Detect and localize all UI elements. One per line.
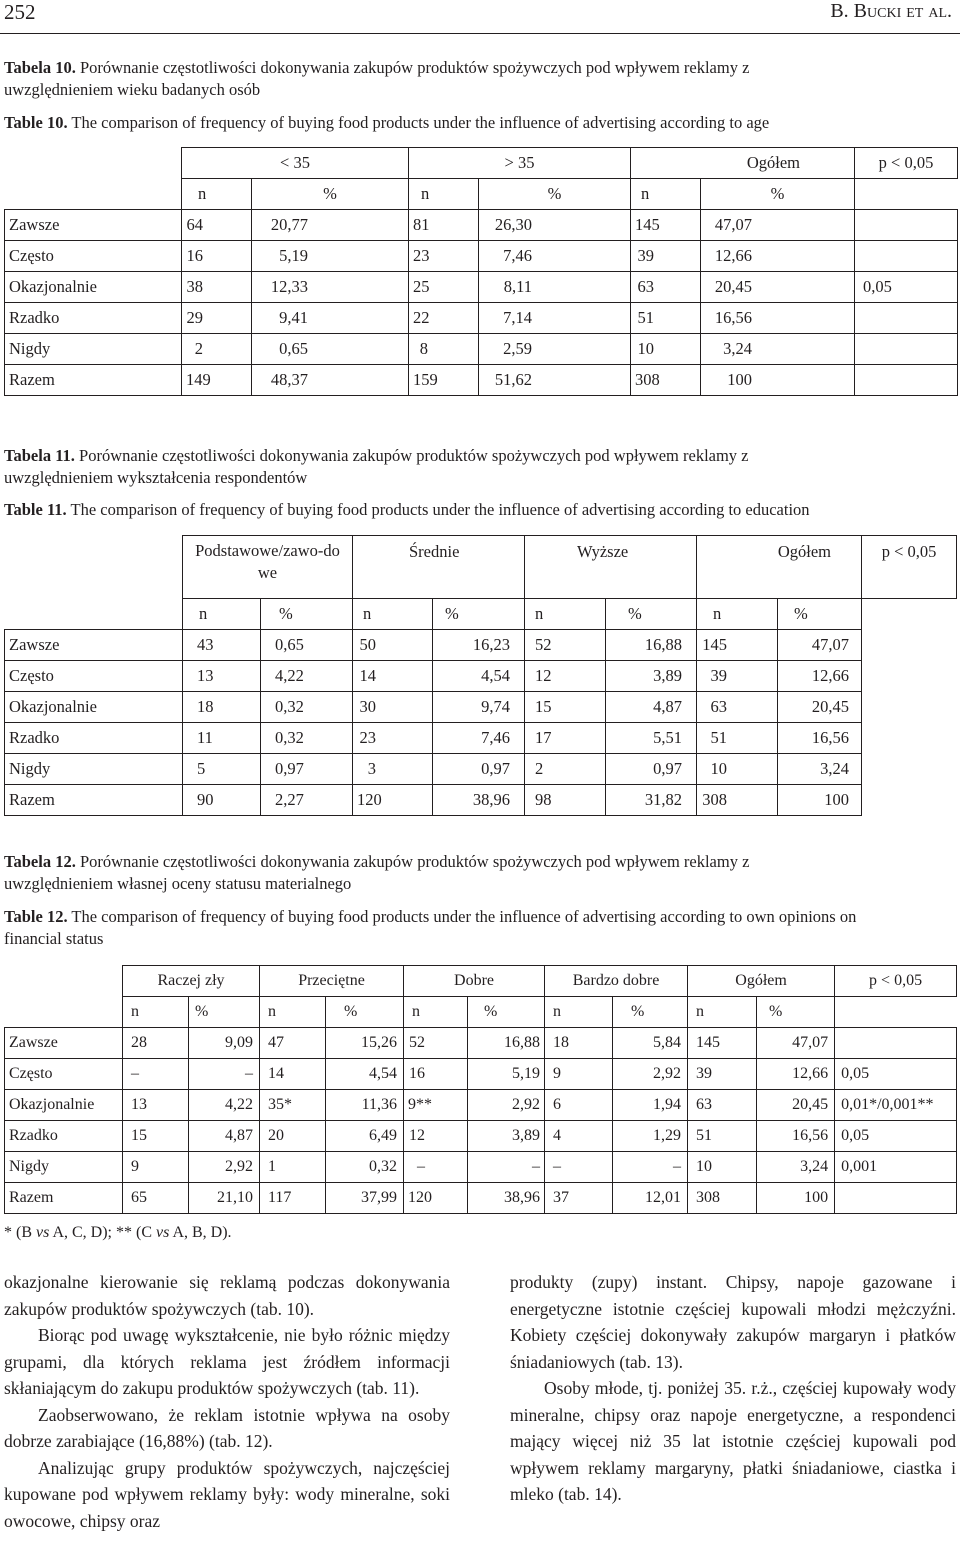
table-cell: 9 [123, 1152, 189, 1183]
row-label: Rzadko [5, 723, 183, 754]
table-cell: 12 [525, 661, 606, 692]
table-cell: 39 [631, 241, 701, 272]
table-cell: 9 [545, 1059, 613, 1090]
table12-caption-en [4, 906, 909, 950]
row-label: Razem [5, 785, 183, 816]
table-cell: 39 [697, 661, 778, 692]
table-cell: 4,87 [606, 692, 697, 723]
table-row [5, 754, 957, 785]
table-cell: 6 [545, 1090, 613, 1121]
table-cell: 43 [183, 630, 261, 661]
table-row [5, 365, 958, 396]
table-cell: 38,96 [468, 1183, 545, 1214]
table-cell: 9,09 [189, 1028, 260, 1059]
table-cell: 5,51 [606, 723, 697, 754]
table-cell: 2,92 [613, 1059, 688, 1090]
table-cell: 15 [525, 692, 606, 723]
table-cell: 0,32 [261, 723, 353, 754]
table12-label-en: Table 12. [4, 907, 68, 926]
table-cell: 0,32 [326, 1152, 404, 1183]
table12-footnote [4, 1224, 232, 1242]
table10-caption-pl [4, 57, 854, 101]
table-cell: 145 [631, 210, 701, 241]
table-cell [855, 334, 958, 365]
table-cell: 8,11 [479, 272, 631, 303]
table-cell: 308 [697, 785, 778, 816]
row-label: Okazjonalnie [5, 272, 182, 303]
table-cell: – [468, 1152, 545, 1183]
table-cell: 16,56 [701, 303, 855, 334]
table-cell: 16,23 [433, 630, 525, 661]
table-cell: 1,29 [613, 1121, 688, 1152]
t11-body [5, 630, 957, 816]
t11-sub: % [433, 599, 525, 630]
table-cell: 47 [260, 1028, 326, 1059]
table-row [5, 1152, 957, 1183]
t11-sub: % [778, 599, 862, 630]
table-cell: 11 [183, 723, 261, 754]
table-cell: 4,87 [189, 1121, 260, 1152]
table12-text-en: The comparison of frequency of buying food products under the influence of advertising according to own opinions on financial status [4, 907, 857, 948]
t12-sub: n [688, 997, 757, 1028]
table-cell: 8 [409, 334, 479, 365]
table-cell: 0,05 [855, 272, 958, 303]
table-cell: 37 [545, 1183, 613, 1214]
table12-text-pl: Porównanie częstotliwości dokonywania zakupów produktów spożywczych pod wpływem reklamy z uwzględnieniem własnej oceny statusu materialnego [4, 852, 750, 893]
table-cell: 30 [353, 692, 433, 723]
table-cell: 50 [353, 630, 433, 661]
t10-sub: % [701, 179, 855, 210]
table-cell: – [123, 1059, 189, 1090]
t12-sub: n [260, 997, 326, 1028]
table-cell: 90 [183, 785, 261, 816]
table-row [5, 334, 958, 365]
table-cell: 0,65 [261, 630, 353, 661]
table-cell: 3,24 [778, 754, 862, 785]
table-cell: 20 [260, 1121, 326, 1152]
table-cell: 10 [631, 334, 701, 365]
t10-sub: n [182, 179, 252, 210]
table-cell: 51 [688, 1121, 757, 1152]
table-cell: 10 [688, 1152, 757, 1183]
table-cell: 308 [688, 1183, 757, 1214]
body-paragraph: Zaobserwowano, że reklam istotnie wpływa na osoby dobrze zarabiające (16,88%) (tab. 12). [4, 1404, 450, 1451]
row-label: Zawsze [5, 630, 183, 661]
t11-group-basic-vocational-label: Podstawowe/zawo-dowe [195, 541, 340, 582]
table-cell: 0,05 [835, 1121, 957, 1152]
table-cell: 16,56 [778, 723, 862, 754]
table-cell: 2,59 [479, 334, 631, 365]
table12-footnote-text: * (B vs A, C, D); ** (C vs A, B, D). [4, 1224, 232, 1241]
table-cell: 11,36 [326, 1090, 404, 1121]
table-cell: 100 [778, 785, 862, 816]
table-cell: 0,97 [433, 754, 525, 785]
table-cell: 14 [260, 1059, 326, 1090]
table-cell: 120 [404, 1183, 468, 1214]
table-cell: – [613, 1152, 688, 1183]
t11-group-basic-vocational [183, 536, 353, 599]
table-row [5, 210, 958, 241]
table-cell: 15,26 [326, 1028, 404, 1059]
t11-sub: % [606, 599, 697, 630]
t12-sub: % [757, 997, 835, 1028]
table-cell: 0,05 [835, 1059, 957, 1090]
row-label: Często [5, 661, 183, 692]
running-head-authors: B. Bucki et al. [830, 0, 952, 22]
table-cell: 0,01*/0,001** [835, 1090, 957, 1121]
table-cell: 9,41 [252, 303, 409, 334]
table-cell: 16 [182, 241, 252, 272]
body-left-column [4, 1269, 450, 1534]
t12-sub: % [326, 997, 404, 1028]
table-cell: 14 [353, 661, 433, 692]
table-cell: 145 [697, 630, 778, 661]
table-cell: 12 [404, 1121, 468, 1152]
t12-sub: n [123, 997, 189, 1028]
table-cell: 51 [631, 303, 701, 334]
table-cell: 1,94 [613, 1090, 688, 1121]
t11-group-higher: Wyższe [525, 536, 697, 599]
table11-caption-en [4, 499, 954, 521]
t10-group-p: p < 0,05 [855, 148, 958, 179]
table-cell: 26,30 [479, 210, 631, 241]
table-cell [855, 365, 958, 396]
table-cell: 3 [353, 754, 433, 785]
table-cell: 31,82 [606, 785, 697, 816]
table-cell: 47,07 [778, 630, 862, 661]
table-cell: 18 [183, 692, 261, 723]
table-cell [835, 1028, 957, 1059]
table-cell: 12,66 [778, 661, 862, 692]
table-cell: 0,97 [261, 754, 353, 785]
table-cell: 17 [525, 723, 606, 754]
row-label: Razem [5, 365, 182, 396]
t11-group-total: Ogółem [697, 536, 862, 599]
t11-sub: % [261, 599, 353, 630]
table-cell: 35* [260, 1090, 326, 1121]
table-row [5, 303, 958, 334]
table-row [5, 1028, 957, 1059]
table-cell: 5,84 [613, 1028, 688, 1059]
table-cell: 16 [404, 1059, 468, 1090]
table-cell: 16,88 [606, 630, 697, 661]
table-cell: 2,92 [468, 1090, 545, 1121]
table-cell: 51,62 [479, 365, 631, 396]
row-label: Nigdy [5, 754, 183, 785]
table-cell: 5,19 [252, 241, 409, 272]
table-cell: 7,14 [479, 303, 631, 334]
table-cell: 12,66 [757, 1059, 835, 1090]
table-cell: 13 [183, 661, 261, 692]
table-cell: 28 [123, 1028, 189, 1059]
t12-sub: % [468, 997, 545, 1028]
t12-sub: n [404, 997, 468, 1028]
t10-body [5, 210, 958, 396]
table-row [5, 1121, 957, 1152]
table-cell: 12,66 [701, 241, 855, 272]
row-label: Razem [5, 1183, 123, 1214]
table-cell: 12,33 [252, 272, 409, 303]
table-cell: 47,07 [757, 1028, 835, 1059]
t12-sub: % [613, 997, 688, 1028]
table-cell: 63 [697, 692, 778, 723]
body-paragraph: Osoby młode, tj. poniżej 35. r.ż., częściej kupowały wody mineralne, chipsy oraz napoje energetyczne, a respondenci mający więcej niż 35 lat istotnie częściej kupowali pod wpływem reklamy margaryny, płatki śniadaniowe, ciastka i mleko (tab. 14). [510, 1378, 956, 1504]
t10-sub: n [631, 179, 701, 210]
table-cell: 51 [697, 723, 778, 754]
table-row [5, 723, 957, 754]
t11-sub: n [525, 599, 606, 630]
t12-group-total: Ogółem [688, 966, 835, 997]
body-paragraph: okazjonalne kierowanie się reklamą podczas dokonywania zakupów produktów spożywczych (tab. 10). [4, 1272, 450, 1319]
table10 [4, 147, 958, 396]
body-paragraph: Biorąc pod uwagę wykształcenie, nie było różnic między grupami, dla których reklama jest źródłem informacji skłaniającym do zakupu produktów spożywczych (tab. 11). [4, 1325, 450, 1398]
table-cell: 29 [182, 303, 252, 334]
table12-label-pl: Tabela 12. [4, 852, 76, 871]
row-label: Nigdy [5, 1152, 123, 1183]
table-cell: 308 [631, 365, 701, 396]
table-cell: 38,96 [433, 785, 525, 816]
table-row [5, 661, 957, 692]
table-cell: 6,49 [326, 1121, 404, 1152]
table-row [5, 1183, 957, 1214]
table12 [4, 965, 957, 1214]
table-cell: 149 [182, 365, 252, 396]
table-cell: 4,54 [433, 661, 525, 692]
body-paragraph: produkty (zupy) instant. Chipsy, napoje gazowane i energetyczne istotnie częściej kupowali młodzi mężczyźni. Kobiety częściej dokonywały zakupów margaryn i płatków śniadaniowych (tab. 13). [510, 1272, 956, 1372]
table-cell: 145 [688, 1028, 757, 1059]
row-label: Rzadko [5, 303, 182, 334]
table-cell [855, 303, 958, 334]
table-cell: 7,46 [479, 241, 631, 272]
table-row [5, 785, 957, 816]
table-cell: 98 [525, 785, 606, 816]
table-cell: 23 [353, 723, 433, 754]
t11-group-p: p < 0,05 [862, 536, 957, 599]
table-cell: 2,27 [261, 785, 353, 816]
table-cell: 3,24 [757, 1152, 835, 1183]
table-cell: 2 [182, 334, 252, 365]
table11-text-en: The comparison of frequency of buying food products under the influence of advertising according to education [70, 500, 810, 519]
t10-sub: n [409, 179, 479, 210]
t12-group-rather-bad: Raczej zły [123, 966, 260, 997]
table-cell: 120 [353, 785, 433, 816]
body-paragraph: Analizując grupy produktów spożywczych, najczęściej kupowane pod wpływem reklamy były: wody mineralne, soki owocowe, chipsy oraz [4, 1457, 450, 1531]
table-cell: 65 [123, 1183, 189, 1214]
t10-sub: % [252, 179, 409, 210]
table10-label-pl: Tabela 10. [4, 58, 76, 77]
table-cell: 20,77 [252, 210, 409, 241]
t12-group-average: Przeciętne [260, 966, 404, 997]
table-cell: 7,46 [433, 723, 525, 754]
table-cell: 48,37 [252, 365, 409, 396]
table-cell: 3,89 [468, 1121, 545, 1152]
table11 [4, 535, 957, 816]
table-cell: 4,54 [326, 1059, 404, 1090]
t12-sub: % [189, 997, 260, 1028]
t12-group-good: Dobre [404, 966, 545, 997]
table-cell: 0,001 [835, 1152, 957, 1183]
table-cell: 4 [545, 1121, 613, 1152]
table-cell: 3,89 [606, 661, 697, 692]
table-cell: 100 [701, 365, 855, 396]
t12-group-very-good: Bardzo dobre [545, 966, 688, 997]
table-cell: 10 [697, 754, 778, 785]
table-row [5, 630, 957, 661]
header-rule [0, 33, 960, 34]
page-number: 252 [4, 0, 36, 24]
table-cell: 23 [409, 241, 479, 272]
row-label: Okazjonalnie [5, 1090, 123, 1121]
body-right-column [510, 1269, 956, 1508]
table10-label-en: Table 10. [4, 113, 68, 132]
row-label: Nigdy [5, 334, 182, 365]
table-row [5, 272, 958, 303]
table-cell: – [404, 1152, 468, 1183]
table-cell: 20,45 [778, 692, 862, 723]
table-row [5, 1059, 957, 1090]
table-cell: 4,22 [189, 1090, 260, 1121]
table-cell: 9,74 [433, 692, 525, 723]
table-cell: 16,56 [757, 1121, 835, 1152]
table10-text-pl: Porównanie częstotliwości dokonywania zakupów produktów spożywczych pod wpływem reklamy z uwzględnieniem wieku badanych osób [4, 58, 750, 99]
table-cell: 13 [123, 1090, 189, 1121]
t11-sub: n [183, 599, 261, 630]
table-cell: 47,07 [701, 210, 855, 241]
table-cell: 100 [757, 1183, 835, 1214]
table-cell: 117 [260, 1183, 326, 1214]
table-cell [855, 241, 958, 272]
table-cell: 159 [409, 365, 479, 396]
table11-text-pl: Porównanie częstotliwości dokonywania zakupów produktów spożywczych pod wpływem reklamy z uwzględnieniem wykształcenia respondentów [4, 446, 749, 487]
table-cell: 63 [631, 272, 701, 303]
table-cell: 5 [183, 754, 261, 785]
table-cell: 22 [409, 303, 479, 334]
table-cell: 20,45 [757, 1090, 835, 1121]
table11-caption-pl [4, 445, 859, 489]
table-cell: 64 [182, 210, 252, 241]
row-label: Często [5, 241, 182, 272]
table-cell: – [189, 1059, 260, 1090]
row-label: Zawsze [5, 210, 182, 241]
table-cell: 2,92 [189, 1152, 260, 1183]
t11-sub: n [697, 599, 778, 630]
table10-caption-en [4, 112, 944, 134]
t10-group-over35: > 35 [409, 148, 631, 179]
table-cell: 63 [688, 1090, 757, 1121]
table-cell: 5,19 [468, 1059, 545, 1090]
table11-label-pl: Tabela 11. [4, 446, 75, 465]
table-cell: 52 [525, 630, 606, 661]
table-cell: 38 [182, 272, 252, 303]
table-cell: 3,24 [701, 334, 855, 365]
row-label: Zawsze [5, 1028, 123, 1059]
table11-label-en: Table 11. [4, 500, 67, 519]
table-cell: 0,32 [261, 692, 353, 723]
row-label: Okazjonalnie [5, 692, 183, 723]
table-cell: – [545, 1152, 613, 1183]
table-row [5, 241, 958, 272]
table-cell: 20,45 [701, 272, 855, 303]
t12-sub: n [545, 997, 613, 1028]
table-row [5, 692, 957, 723]
table-cell: 1 [260, 1152, 326, 1183]
table-cell: 18 [545, 1028, 613, 1059]
table-cell: 21,10 [189, 1183, 260, 1214]
table-cell [835, 1183, 957, 1214]
table-cell: 2 [525, 754, 606, 785]
t10-sub: % [479, 179, 631, 210]
table10-text-en: The comparison of frequency of buying food products under the influence of advertising according to age [71, 113, 770, 132]
table-cell: 9** [404, 1090, 468, 1121]
table-cell: 16,88 [468, 1028, 545, 1059]
row-label: Rzadko [5, 1121, 123, 1152]
table-cell: 0,97 [606, 754, 697, 785]
table-cell: 12,01 [613, 1183, 688, 1214]
table-row [5, 1090, 957, 1121]
table-cell: 52 [404, 1028, 468, 1059]
t12-group-p: p < 0,05 [835, 966, 957, 997]
table-cell: 0,65 [252, 334, 409, 365]
row-label: Często [5, 1059, 123, 1090]
table-cell [855, 210, 958, 241]
table-cell: 25 [409, 272, 479, 303]
t10-group-under35: < 35 [182, 148, 409, 179]
t12-body [5, 1028, 957, 1214]
table-cell: 15 [123, 1121, 189, 1152]
t11-group-secondary: Średnie [353, 536, 525, 599]
table-cell: 81 [409, 210, 479, 241]
table-cell: 39 [688, 1059, 757, 1090]
table-cell: 37,99 [326, 1183, 404, 1214]
t10-group-total: Ogółem [631, 148, 855, 179]
t11-sub: n [353, 599, 433, 630]
table12-caption-pl [4, 851, 854, 895]
table-cell: 4,22 [261, 661, 353, 692]
